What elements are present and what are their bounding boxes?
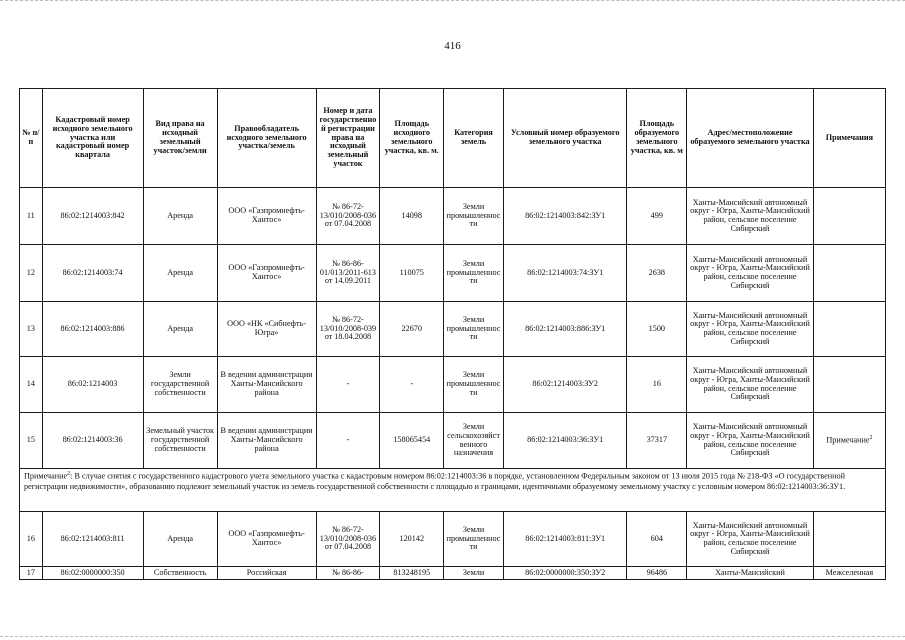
cadastral-number-text: 86:02:1214003:74 — [62, 267, 123, 277]
row-number-text: 11 — [26, 210, 35, 220]
header-registration: Номер и дата государственной регистрации права на исходный земельный участок — [316, 89, 380, 188]
land-category-cell — [444, 188, 504, 245]
table-row — [20, 245, 886, 302]
table-row — [20, 567, 886, 580]
source-area-cell — [380, 512, 444, 567]
conditional-number-text: 86:02:0000000:350:ЗУ2 — [525, 567, 606, 577]
land-category-text: Земли промышленности — [446, 201, 501, 229]
right-holder-cell — [217, 302, 316, 357]
cadastral-number-text: 86:02:1214003:36 — [62, 435, 123, 445]
land-category-cell — [444, 567, 504, 580]
land-category-cell — [444, 245, 504, 302]
new-area-text: 16 — [652, 379, 661, 389]
land-category-text: Земли промышленности — [446, 258, 501, 286]
right-holder-cell — [217, 245, 316, 302]
address-text: Ханты-Мансийский автономный округ - Югра, Ханты-Мансийский район, сельское поселение Сибирский — [690, 366, 810, 402]
right-type-text: Аренда — [167, 323, 194, 333]
header-area-source: Площадь исходного земельного участка, кв. м. — [380, 89, 444, 188]
right-holder-text: ООО «Газпромнефть-Хантос» — [228, 206, 305, 224]
cadastral-number-text: 86:02:1214003:811 — [60, 533, 125, 543]
row-number-text: 12 — [26, 267, 35, 277]
right-type-cell — [143, 413, 217, 469]
header-address: Адрес/местоположение образуемого земельного участка — [687, 89, 814, 188]
registration-cell — [316, 188, 380, 245]
source-area-cell — [380, 413, 444, 469]
source-area-text: 158065454 — [393, 435, 431, 445]
header-cadastral: Кадастровый номер исходного земельного участка или кадастровый номер квартала — [42, 89, 143, 188]
right-type-cell — [143, 245, 217, 302]
conditional-number-text: 86:02:1214003:74:ЗУ1 — [527, 267, 604, 277]
address-text: Ханты-Мансийский автономный округ - Югра, Ханты-Мансийский район, сельское поселение Сибирский — [690, 254, 810, 290]
note-cell — [813, 357, 885, 413]
address-text: Ханты-Мансийский автономный округ - Югра, Ханты-Мансийский район, сельское поселение Сибирский — [690, 520, 810, 556]
note-text: Примечание — [826, 435, 870, 445]
header-area-new: Площадь образуемого земельного участка, кв. м — [627, 89, 687, 188]
right-type-cell — [143, 188, 217, 245]
new-area-cell — [627, 188, 687, 245]
address-cell — [687, 302, 814, 357]
right-holder-text: ООО «НК «Сибнефть-Югра» — [227, 319, 307, 337]
row-number-cell — [20, 188, 43, 245]
address-cell — [687, 188, 814, 245]
registration-text: - — [346, 379, 350, 389]
source-area-text: 22670 — [401, 323, 422, 333]
new-area-text: 499 — [650, 210, 663, 220]
new-area-cell — [627, 567, 687, 580]
address-cell — [687, 357, 814, 413]
conditional-number-cell — [503, 567, 627, 580]
registration-cell — [316, 245, 380, 302]
cadastral-number-cell — [42, 357, 143, 413]
right-type-text: Аренда — [167, 210, 194, 220]
new-area-text: 2638 — [648, 267, 665, 277]
new-area-text: 604 — [650, 533, 663, 543]
source-area-text: 120142 — [399, 533, 425, 543]
row-number-text: 14 — [26, 379, 35, 389]
new-area-cell — [627, 413, 687, 469]
address-cell — [687, 245, 814, 302]
right-type-text: Земельный участок государственной собственности — [146, 426, 214, 453]
source-area-text: 813248195 — [393, 567, 431, 577]
right-type-text: Земли государственной собственности — [150, 370, 210, 397]
address-text: Ханты-Мансийский автономный округ - Югра, Ханты-Мансийский район, сельское поселение Сибирский — [690, 422, 810, 458]
table-row — [20, 302, 886, 357]
row-number-cell — [20, 413, 43, 469]
header-right-type: Вид права на исходный земельный участок/земли — [143, 89, 217, 188]
right-type-cell — [143, 302, 217, 357]
conditional-number-cell — [503, 302, 627, 357]
conditional-number-cell — [503, 357, 627, 413]
source-area-text: 14098 — [401, 210, 422, 220]
land-category-text: Земли — [462, 567, 485, 577]
table-row — [20, 188, 886, 245]
land-category-cell — [444, 512, 504, 567]
address-text: Ханты-Мансийский автономный округ - Югра, Ханты-Мансийский район, сельское поселение Сибирский — [690, 310, 810, 346]
table-header-row — [20, 89, 886, 188]
row-number-cell — [20, 245, 43, 302]
right-holder-cell — [217, 188, 316, 245]
right-holder-cell — [217, 413, 316, 469]
right-holder-cell — [217, 357, 316, 413]
land-category-text: Земли сельскохозяйственного назначения — [447, 421, 500, 458]
note-text: Межселенная — [825, 567, 874, 577]
address-cell — [687, 512, 814, 567]
source-area-cell — [380, 188, 444, 245]
header-holder: Правообладатель исходного земельного участка/земель — [217, 89, 316, 188]
conditional-number-cell — [503, 245, 627, 302]
source-area-text: - — [410, 379, 414, 389]
address-cell — [687, 413, 814, 469]
row-number-text: 17 — [26, 567, 35, 577]
registration-text: № 86-86-01/013/2011-613 от 14.09.2011 — [319, 258, 376, 286]
right-holder-text: В ведении администрации Ханты-Мансийского района — [220, 426, 313, 453]
registration-text: № 86-72-13/010/2008-036 от 07.04.2008 — [319, 201, 377, 229]
footnote-cell — [20, 469, 886, 512]
right-type-cell — [143, 512, 217, 567]
note-cell — [813, 302, 885, 357]
address-cell — [687, 567, 814, 580]
row-number-text: 13 — [26, 323, 35, 333]
footnote-text: : В случае снятия с государственного кадастрового учета земельного участка с кадастровым номером 86:02:1214003:36 в порядке, установленном Федеральным законом от 13 июля 2015 года № 218-ФЗ «О государственной регистрации недвижимости», образованию подлежит земельный участок из земель государственной собственности с площадью и границами, идентичными образуемому земельному участку с условным номером 86:02:1214003:36:ЗУ1. — [24, 471, 846, 491]
conditional-number-text: 86:02:1214003:ЗУ2 — [532, 379, 598, 389]
conditional-number-cell — [503, 413, 627, 469]
row-number-text: 15 — [26, 435, 35, 445]
new-area-text: 1500 — [648, 323, 665, 333]
source-area-text: 110075 — [399, 267, 424, 277]
land-category-cell — [444, 302, 504, 357]
cadastral-number-text: 86:02:1214003:842 — [60, 210, 125, 220]
address-text: Ханты-Мансийский — [715, 567, 785, 577]
registration-cell — [316, 357, 380, 413]
right-holder-text: В ведении администрации Ханты-Мансийского района — [220, 370, 313, 397]
registration-cell — [316, 567, 380, 580]
source-area-cell — [380, 357, 444, 413]
cadastral-number-text: 86:02:0000000:350 — [60, 567, 125, 577]
note-cell — [813, 413, 885, 469]
source-area-cell — [380, 302, 444, 357]
new-area-text: 37317 — [646, 435, 668, 445]
right-type-cell — [143, 357, 217, 413]
cadastral-number-cell — [42, 512, 143, 567]
land-category-text: Земли промышленности — [446, 524, 501, 552]
right-holder-text: Российская — [246, 567, 287, 577]
header-category: Категория земель — [444, 89, 504, 188]
right-type-text: Аренда — [167, 533, 194, 543]
registration-text: № 86-86- — [332, 567, 364, 577]
conditional-number-text: 86:02:1214003:842:ЗУ1 — [525, 210, 606, 220]
registration-cell — [316, 512, 380, 567]
registration-cell — [316, 413, 380, 469]
row-number-cell — [20, 567, 43, 580]
right-type-text: Собственность — [153, 567, 207, 577]
footnote-row — [20, 469, 886, 512]
header-num: № п/п — [20, 89, 43, 188]
right-holder-cell — [217, 567, 316, 580]
cadastral-number-cell — [42, 188, 143, 245]
table-row — [20, 512, 886, 567]
note-superscript: 2 — [869, 435, 873, 442]
conditional-number-text: 86:02:1214003:886:ЗУ1 — [525, 323, 606, 333]
source-area-cell — [380, 567, 444, 580]
scan-bottom-edge — [0, 636, 905, 638]
new-area-cell — [627, 357, 687, 413]
page-number: 416 — [444, 40, 461, 52]
new-area-cell — [627, 512, 687, 567]
row-number-cell — [20, 302, 43, 357]
note-cell — [813, 567, 885, 580]
land-category-cell — [444, 413, 504, 469]
new-area-cell — [627, 245, 687, 302]
conditional-number-text: 86:02:1214003:36:ЗУ1 — [527, 435, 604, 445]
right-holder-cell — [217, 512, 316, 567]
note-cell — [813, 512, 885, 567]
land-category-text: Земли промышленности — [446, 314, 501, 342]
table-row — [20, 357, 886, 413]
conditional-number-cell — [503, 512, 627, 567]
right-type-text: Аренда — [167, 267, 194, 277]
header-conditional-number: Условный номер образуемого земельного участка — [503, 89, 627, 188]
land-category-cell — [444, 357, 504, 413]
cadastral-number-text: 86:02:1214003 — [67, 379, 118, 389]
conditional-number-cell — [503, 188, 627, 245]
registration-text: № 86-72-13/010/2008-036 от 07.04.2008 — [319, 524, 377, 552]
footnote-label: Примечание — [24, 471, 68, 481]
row-number-text: 16 — [26, 533, 35, 543]
land-category-text: Земли промышленности — [446, 370, 501, 397]
cadastral-number-cell — [42, 567, 143, 580]
new-area-cell — [627, 302, 687, 357]
table-row — [20, 413, 886, 469]
cadastral-number-text: 86:02:1214003:886 — [60, 323, 125, 333]
note-cell — [813, 245, 885, 302]
cadastral-number-cell — [42, 302, 143, 357]
registration-text: - — [346, 435, 350, 445]
right-holder-text: ООО «Газпромнефть-Хантос» — [228, 263, 305, 281]
address-text: Ханты-Мансийский автономный округ - Югра, Ханты-Мансийский район, сельское поселение Сибирский — [690, 197, 810, 233]
registration-cell — [316, 302, 380, 357]
new-area-text: 96486 — [646, 567, 668, 577]
cadastral-number-cell — [42, 245, 143, 302]
source-area-cell — [380, 245, 444, 302]
right-type-cell — [143, 567, 217, 580]
cadastral-number-cell — [42, 413, 143, 469]
registration-text: № 86-72-13/010/2008-039 от 18.04.2008 — [319, 314, 377, 342]
row-number-cell — [20, 512, 43, 567]
note-cell — [813, 188, 885, 245]
header-notes: Примечания — [813, 89, 885, 188]
land-plot-table — [19, 88, 886, 580]
row-number-cell — [20, 357, 43, 413]
footnote-superscript: 2 — [67, 471, 71, 477]
conditional-number-text: 86:02:1214003:811:ЗУ1 — [525, 533, 606, 543]
scan-top-edge — [0, 0, 905, 2]
right-holder-text: ООО «Газпромнефть-Хантос» — [228, 529, 305, 547]
